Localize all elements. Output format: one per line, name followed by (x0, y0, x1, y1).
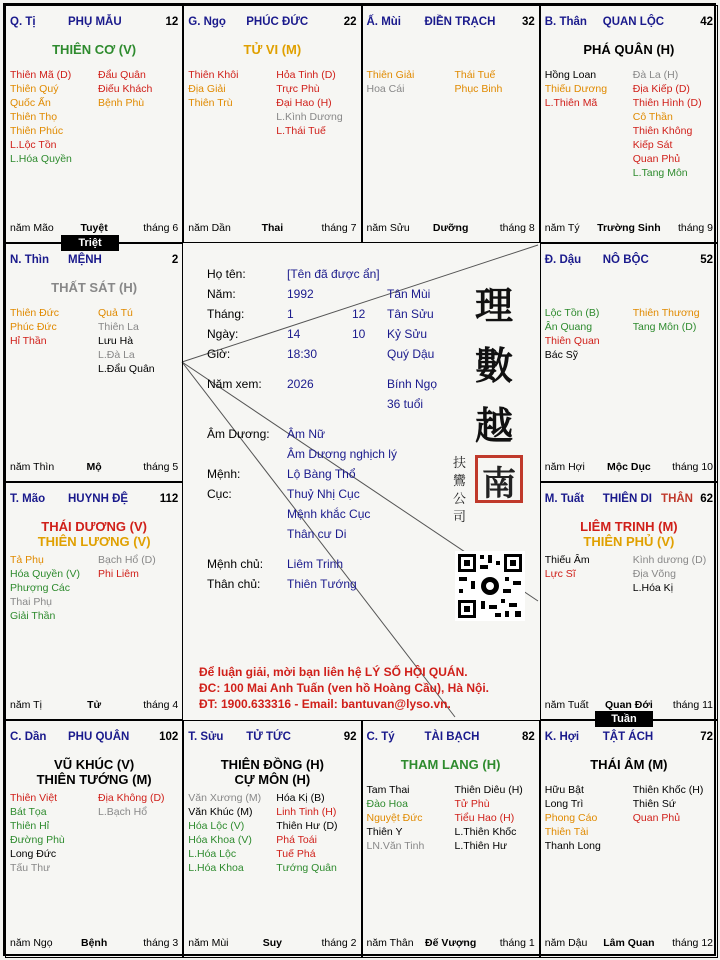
star-item: Hữu Bật (544, 783, 584, 796)
palace-header (10, 254, 178, 270)
palace-branch: G. Ngọ (188, 16, 226, 28)
star-item: Lộc Tồn (B) (544, 307, 600, 320)
palace-house-name: PHU QUÂN (68, 730, 130, 743)
star-item: Địa Võng (632, 567, 676, 580)
palace-branch: M. Tuất (544, 492, 585, 505)
palace-header (367, 731, 535, 747)
center-info-panel (185, 245, 542, 721)
left-star-list (367, 68, 415, 96)
palace-footer (188, 222, 356, 236)
palace-month: tháng 7 (321, 222, 357, 235)
cuc-note: Mệnh khắc Cục (287, 507, 371, 521)
palace-header (10, 16, 178, 32)
star-item: Hóa Quyền (V) (10, 567, 81, 580)
star-item: L.Hóa Lộc (188, 847, 237, 860)
palace-year: năm Tị (10, 698, 42, 711)
palace-tuat (540, 482, 718, 720)
palace-number: 102 (159, 730, 179, 743)
palace-number: 32 (521, 16, 535, 28)
calligraphy-char-1: 理 (475, 283, 514, 328)
right-star-list (455, 68, 503, 96)
calligraphy-char-3: 越 (475, 403, 514, 448)
palace-number: 82 (521, 730, 535, 743)
ho-ten-label: Họ tên: (207, 267, 246, 281)
palace-header (10, 731, 178, 747)
palace-stage: Dưỡng (432, 222, 469, 235)
palace-number: 92 (343, 730, 357, 743)
palace-stage: Trường Sinh (597, 222, 661, 235)
calligraphy-char-2: 數 (475, 343, 514, 388)
star-item: Hóa Khoa (V) (188, 833, 252, 846)
palace-footer (10, 699, 178, 713)
palace-house-name: TẬT ÁCH (602, 730, 654, 743)
palace-stage: Suy (262, 937, 282, 949)
red-seal-icon (475, 455, 523, 503)
palace-number: 2 (171, 254, 179, 267)
palace-than-marker: THÂN (661, 492, 693, 505)
palace-header (367, 16, 535, 32)
main-star: LIÊM TRINH (M) (580, 518, 678, 534)
main-star: THÁI DƯƠNG (V) (41, 518, 147, 534)
right-star-list (455, 783, 523, 853)
star-item: Thai Phụ (10, 595, 53, 608)
palace-stage: Mộ (86, 460, 102, 473)
star-item: Tả Phụ (10, 553, 44, 566)
palace-number: 112 (159, 492, 179, 505)
right-star-list (633, 783, 704, 825)
palace-number: 42 (700, 16, 713, 28)
palace-ngo (183, 5, 361, 243)
menh-chu-value: Liêm Trinh (287, 557, 344, 571)
star-item: L.Đà La (98, 349, 135, 362)
star-item: Tam Thai (366, 783, 410, 796)
palace-header (545, 254, 713, 270)
palace-house-name: ĐIỀN TRẠCH (424, 16, 496, 28)
age-value: 36 tuổi (387, 397, 424, 411)
palace-month: tháng 2 (321, 937, 357, 949)
star-item: Đại Hao (H) (276, 97, 332, 109)
main-star: THIÊN LƯƠNG (V) (37, 533, 151, 549)
palace-house-name: TỬ TỨC (246, 730, 291, 743)
am-duong-label: Âm Dương: (207, 427, 270, 441)
palace-thin (5, 243, 183, 481)
palace-year: năm Sửu (366, 222, 410, 235)
star-item: L.Thiên Khốc (454, 825, 517, 838)
star-item: Văn Khúc (M) (188, 805, 253, 818)
palace-month: tháng 10 (672, 460, 713, 473)
palace-ty (362, 720, 540, 958)
left-star-list (545, 306, 600, 362)
palace-suu (183, 720, 361, 958)
ngay-value: 14 (287, 327, 301, 341)
left-star-list (545, 553, 590, 581)
seal-char: 南 (482, 464, 516, 504)
nam-can-chi: Tân Mùi (387, 287, 431, 301)
palace-year: năm Ngọ (10, 937, 53, 949)
palace-number: 22 (343, 16, 357, 28)
nam-xem-can-chi: Bính Ngọ (387, 377, 438, 391)
palace-branch: C. Tý (366, 730, 395, 743)
star-item: Thiên La (98, 321, 139, 334)
star-item: Điếu Khách (98, 83, 153, 95)
star-item: Giải Thần (10, 609, 56, 622)
main-star: THẤT SÁT (H) (51, 280, 138, 296)
palace-year: năm Mão (10, 222, 54, 235)
star-item: L.Kình Dương (276, 111, 343, 123)
gio-label: Giờ: (207, 347, 231, 361)
right-star-list (98, 306, 155, 376)
right-star-list (98, 553, 156, 581)
ngay-am-value: 10 (352, 327, 366, 341)
star-item: Hỉ Thần (10, 335, 47, 348)
palace-branch: K. Hợi (544, 730, 580, 743)
star-item: Thiếu Dương (544, 83, 608, 95)
palace-branch: C. Dần (10, 730, 47, 743)
palace-house-name: MỆNH (68, 254, 102, 267)
star-item: L.Hóa Kị (632, 581, 674, 594)
nam-xem-label: Năm xem: (207, 377, 262, 391)
star-item: L.Lộc Tồn (10, 139, 57, 151)
palace-month: tháng 11 (672, 698, 713, 711)
menh-chu-label: Mệnh chủ: (207, 557, 264, 571)
than-chu-value: Thiên Tướng (287, 577, 357, 591)
star-item: Thiên Không (632, 125, 693, 137)
left-star-list (10, 68, 72, 166)
palace-number: 12 (165, 16, 179, 28)
star-item: Lực Sĩ (544, 567, 576, 580)
palace-header (10, 493, 178, 509)
palace-branch: T. Mão (10, 492, 46, 505)
star-item: Nguyệt Đức (366, 811, 423, 824)
palace-house-name: NÔ BỘC (602, 254, 649, 267)
star-item: Văn Xương (M) (188, 791, 262, 804)
star-item: Đẩu Quân (98, 69, 146, 81)
star-item: Địa Kiếp (D) (632, 83, 690, 95)
palace-stage: Quan Đới (605, 698, 653, 711)
than-chu-label: Thân chủ: (207, 577, 261, 591)
thang-can-chi: Tân Sửu (387, 307, 434, 321)
star-item: Hoa Cái (366, 83, 405, 95)
star-item: Tang Môn (D) (632, 321, 697, 334)
palace-house-name: PHÚC ĐỨC (246, 16, 309, 28)
star-item: Long Đức (10, 847, 57, 860)
cuc-value: Thuỷ Nhị Cục (287, 487, 360, 501)
star-item: Thiên Hỉ (10, 819, 50, 832)
star-item: Quan Phủ (632, 153, 681, 165)
right-star-list (276, 68, 342, 138)
palace-branch: N. Thìn (10, 254, 49, 267)
star-item: Trực Phù (276, 83, 320, 95)
main-star: THIÊN ĐỒNG (H) (220, 756, 325, 772)
star-item: Phá Toái (276, 833, 317, 846)
palace-header (188, 16, 356, 32)
star-item: Thiên Quan (544, 335, 600, 348)
star-item: Thiên Phúc (10, 125, 64, 137)
star-item: Thiên Giải (366, 69, 415, 81)
star-item: Tấu Thư (10, 861, 51, 874)
palace-header (188, 731, 356, 747)
star-item: Thiên Thương (632, 307, 700, 320)
star-item: Thiên Đức (10, 307, 60, 320)
main-star: THAM LANG (H) (400, 756, 501, 772)
star-item: Hỏa Tinh (D) (276, 69, 336, 81)
palace-month: tháng 9 (677, 222, 713, 235)
palace-month: tháng 5 (143, 460, 179, 473)
qr-code-icon[interactable] (455, 551, 525, 621)
palace-house-name: HUYNH ĐỆ (68, 492, 129, 505)
palace-stage: Thai (261, 222, 284, 235)
palace-dan (5, 720, 183, 958)
palace-year: năm Tuất (544, 698, 589, 711)
palace-month: tháng 4 (143, 698, 179, 711)
main-star: THIÊN TƯỚNG (M) (36, 771, 152, 787)
star-item: Phúc Đức (10, 321, 57, 334)
palace-number: 62 (700, 492, 713, 505)
palace-footer (545, 937, 713, 951)
palace-stage: Tử (87, 698, 102, 711)
nam-value: 1992 (287, 287, 314, 301)
main-star: TỬ VI (M) (243, 42, 302, 57)
star-item: L.Đẩu Quân (98, 363, 155, 376)
star-item: Bát Tọa (10, 805, 47, 818)
am-duong-value: Âm Nữ (287, 427, 326, 441)
star-item: Kiếp Sát (632, 139, 673, 151)
star-item: Thiên Y (366, 825, 403, 838)
palace-footer (545, 222, 713, 236)
star-item: Đào Hoa (366, 797, 408, 810)
left-star-list (545, 68, 607, 110)
star-item: Ân Quang (544, 321, 593, 334)
contact-address: ĐC: 100 Mai Anh Tuấn (ven hồ Hoàng Cầu), Hà Nội. (199, 681, 490, 695)
star-item: Tuế Phá (276, 847, 316, 860)
tuan-tag: Tuần (595, 711, 653, 727)
main-star: VŨ KHÚC (V) (54, 756, 135, 772)
palace-ti (5, 5, 183, 243)
star-item: Linh Tinh (H) (276, 805, 337, 818)
left-star-list (10, 791, 65, 875)
palace-header (545, 493, 713, 509)
star-item: Phi Liêm (98, 567, 139, 580)
main-star: CỰ MÔN (H) (234, 771, 311, 787)
left-star-list (10, 306, 59, 348)
palace-number: 52 (700, 254, 713, 267)
palace-stage: Bệnh (81, 937, 108, 949)
palace-stage: Tuyệt (80, 222, 108, 235)
star-item: Thiên Thọ (10, 111, 58, 123)
palace-month: tháng 3 (143, 937, 179, 949)
star-item: Thiên Khốc (H) (632, 783, 704, 796)
palace-branch: Đ. Dậu (544, 254, 582, 267)
gio-can-chi: Quý Dậu (387, 347, 435, 361)
star-item: Phục Binh (454, 83, 503, 95)
star-item: Bạch Hổ (D) (98, 553, 156, 566)
palace-house-name: THIÊN DI (602, 492, 652, 505)
thang-label: Tháng: (207, 307, 245, 321)
left-star-list (367, 783, 425, 853)
star-item: Thiếu Âm (544, 553, 590, 566)
left-star-list (545, 783, 601, 853)
star-item: Kình dương (D) (632, 553, 707, 566)
star-item: Hóa Lộc (V) (188, 819, 245, 832)
star-item: Thanh Long (544, 839, 601, 852)
gio-value: 18:30 (287, 347, 318, 361)
star-item: L.Thái Tuế (276, 125, 326, 137)
contact-phone-email: ĐT: 1900.633316 - Email: bantuvan@lyso.vn. (199, 697, 451, 711)
palace-year: năm Hợi (544, 460, 585, 473)
star-item: Phong Cáo (544, 811, 598, 824)
left-star-list (10, 553, 80, 623)
palace-header (545, 16, 713, 32)
main-star: THÁI ÂM (M) (590, 756, 668, 772)
ho-ten-value: [Tên đã được ẩn] (287, 267, 380, 281)
main-star: THIÊN PHỦ (V) (583, 533, 675, 549)
palace-footer (367, 222, 535, 236)
palace-mui (362, 5, 540, 243)
star-item: L.Thiên Hư (454, 839, 508, 852)
palace-month: tháng 8 (499, 222, 535, 235)
star-item: L.Bạch Hổ (98, 805, 148, 818)
star-item: Quốc Ấn (10, 97, 51, 109)
star-item: L.Hóa Khoa (188, 861, 244, 874)
ngay-can-chi: Kỷ Sửu (387, 327, 428, 341)
star-item: LN.Văn Tinh (366, 839, 425, 852)
thang-value: 1 (287, 307, 294, 321)
thang-am-value: 12 (352, 307, 366, 321)
triet-tag: Triệt (61, 235, 119, 251)
right-star-list (633, 306, 700, 334)
nam-label: Năm: (207, 287, 236, 301)
star-item: Đà La (H) (632, 69, 679, 81)
horoscope-board (3, 3, 716, 956)
palace-header (545, 731, 713, 747)
cuc-label: Cục: (207, 487, 232, 501)
am-duong-note: Âm Dương nghịch lý (287, 447, 397, 461)
palace-year: năm Mùi (188, 937, 229, 949)
palace-house-name: QUAN LỘC (602, 16, 665, 28)
star-item: Thiên Tài (544, 825, 589, 838)
palace-month: tháng 1 (499, 937, 535, 949)
star-item: Thiên Diêu (H) (454, 783, 523, 796)
palace-footer (545, 461, 713, 475)
palace-year: năm Thân (366, 937, 414, 949)
left-star-list (188, 68, 238, 110)
palace-than (540, 5, 718, 243)
menh-label: Mệnh: (207, 467, 241, 481)
palace-mao (5, 482, 183, 720)
star-item: Hóa Kị (B) (276, 791, 325, 804)
right-star-list (98, 68, 152, 110)
star-item: Địa Không (D) (98, 791, 165, 804)
palace-house-name: PHỤ MẪU (68, 16, 122, 28)
palace-branch: T. Sửu (188, 730, 224, 743)
star-item: L.Thiên Mã (544, 97, 598, 109)
star-item: Thiên Sứ (632, 797, 676, 810)
star-item: Địa Giải (188, 83, 226, 95)
than-cu-note: Thân cư Di (287, 527, 347, 541)
star-item: Bác Sỹ (544, 349, 579, 362)
star-item: Thiên Quý (10, 83, 59, 95)
star-item: L.Hóa Quyền (10, 153, 72, 165)
right-star-list (276, 791, 337, 875)
palace-footer (367, 937, 535, 951)
ngay-label: Ngày: (207, 327, 239, 341)
palace-year: năm Dậu (544, 937, 588, 949)
main-star: PHÁ QUÂN (H) (583, 42, 675, 57)
star-item: Thiên Việt (10, 791, 58, 804)
star-item: Tướng Quân (276, 861, 337, 874)
right-star-list (98, 791, 165, 819)
palace-footer (10, 461, 178, 475)
palace-number: 72 (700, 730, 713, 743)
palace-branch: Ấ. Mùi (366, 16, 401, 28)
seal-side-text: 扶 鸞 公 司 (453, 456, 467, 525)
palace-month: tháng 6 (143, 222, 179, 235)
palace-year: năm Tý (544, 222, 580, 235)
star-item: Lưu Hà (98, 335, 134, 348)
star-item: Phượng Các (10, 581, 71, 594)
contact-line-1: Để luận giải, mời bạn liên hệ LÝ SỐ HỘI QUÁN. (199, 665, 468, 679)
star-item: L.Tang Môn (632, 167, 688, 179)
palace-stage: Đế Vượng (425, 937, 477, 949)
star-item: Thiên Mã (D) (10, 69, 72, 81)
right-star-list (633, 553, 706, 595)
star-item: Quả Tú (98, 307, 133, 320)
star-item: Thái Tuế (454, 69, 496, 81)
palace-hoi (540, 720, 718, 958)
palace-footer (188, 937, 356, 951)
palace-year: năm Dần (188, 222, 231, 235)
menh-value: Lộ Bàng Thổ (287, 467, 356, 481)
star-item: Tử Phù (454, 797, 490, 810)
palace-house-name: TÀI BẠCH (424, 730, 480, 743)
palace-month: tháng 12 (672, 937, 713, 949)
left-star-list (188, 791, 261, 875)
main-star: THIÊN CƠ (V) (52, 42, 137, 57)
palace-branch: Q. Tị (10, 16, 36, 28)
palace-stage: Mộc Dục (606, 460, 651, 473)
star-item: Thiên Khôi (188, 69, 239, 81)
palace-year: năm Thìn (10, 460, 55, 473)
nam-xem-value: 2026 (287, 377, 314, 391)
star-item: Cô Thần (632, 111, 673, 123)
palace-branch: B. Thân (544, 16, 587, 28)
star-item: Bệnh Phù (98, 97, 145, 109)
star-item: Hồng Loan (544, 69, 597, 81)
star-item: Tiểu Hao (H) (454, 811, 515, 824)
palace-footer (10, 937, 178, 951)
star-item: Quan Phủ (632, 811, 681, 824)
star-item: Đường Phù (10, 833, 65, 846)
star-item: Thiên Trù (188, 97, 233, 109)
star-item: Thiên Hình (D) (632, 97, 702, 109)
star-item: Long Trì (544, 797, 584, 810)
star-item: Thiên Hư (D) (276, 819, 338, 832)
palace-dau (540, 243, 718, 481)
right-star-list (633, 68, 702, 180)
palace-stage: Lâm Quan (603, 937, 655, 949)
